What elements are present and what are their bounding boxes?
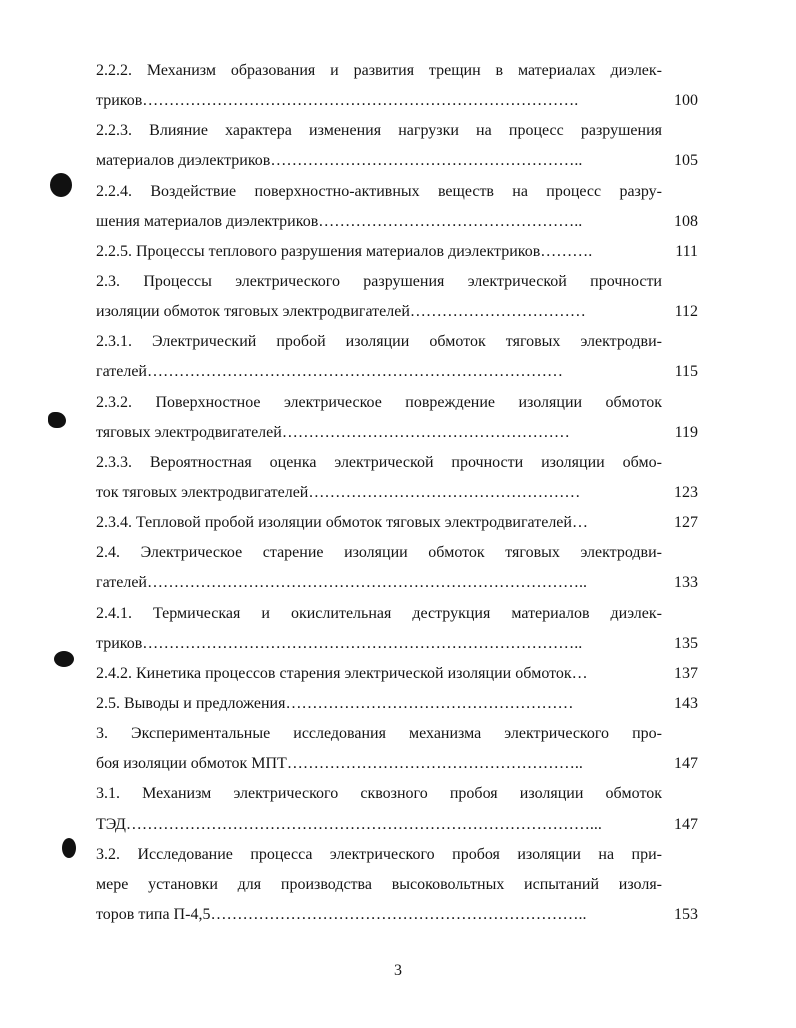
- toc-line: [96, 418, 702, 448]
- toc-line: [96, 779, 702, 809]
- toc-line: [96, 146, 702, 176]
- ink-blot: [54, 651, 74, 667]
- toc-page-number: 127: [674, 514, 698, 532]
- toc-line: [96, 297, 702, 327]
- toc-page-number: 137: [674, 664, 698, 682]
- toc-line: [96, 719, 702, 749]
- toc-page-number: 111: [675, 242, 698, 260]
- ink-blot: [62, 838, 76, 858]
- toc-page-number: 143: [674, 694, 698, 712]
- toc-page-number: 133: [674, 574, 698, 592]
- toc-page-number: 123: [674, 483, 698, 501]
- toc-line: [96, 538, 702, 568]
- toc-page-number: 135: [674, 634, 698, 652]
- toc-line: [96, 749, 702, 779]
- toc-page-number: 147: [674, 815, 698, 833]
- toc-entry-text: торов типа П-4,5……………………………………………………………..: [96, 905, 587, 923]
- toc-entry-text: ТЭД……………………………………………………………………………...: [96, 815, 602, 833]
- toc-entry-text: материалов диэлектриков…………………………………………………..: [96, 152, 583, 170]
- toc-line: [96, 689, 702, 719]
- toc-page-number: 119: [674, 423, 698, 441]
- toc-entry-text: гателей………………………………………………………………………..: [96, 574, 587, 592]
- toc-line: [96, 659, 702, 689]
- toc-page-number: 108: [674, 212, 698, 230]
- toc-line: [96, 86, 702, 116]
- toc-entry-text: мере установки для производства высоковольтных испытаний изоля-: [96, 875, 662, 893]
- toc-line: [96, 327, 702, 357]
- toc-line: [96, 177, 702, 207]
- toc-line: [96, 448, 702, 478]
- toc-entry-text: 2.4. Электрическое старение изоляции обмоток тяговых электродви-: [96, 544, 662, 562]
- toc-entry-text: 2.2.3. Влияние характера изменения нагрузки на процесс разрушения: [96, 122, 662, 140]
- toc-line: [96, 599, 702, 629]
- toc-entry-text: 2.2.5. Процессы теплового разрушения материалов диэлектриков……….: [96, 242, 593, 260]
- toc-line: [96, 629, 702, 659]
- toc-line: [96, 870, 702, 900]
- toc-line: [96, 568, 702, 598]
- toc-entry-text: 2.4.1. Термическая и окислительная деструкция материалов диэлек-: [96, 604, 662, 622]
- toc-entry-text: 2.3.2. Поверхностное электрическое повреждение изоляции обмоток: [96, 393, 662, 411]
- toc-entry-text: 2.3.4. Тепловой пробой изоляции обмоток тяговых электродвигателей…: [96, 514, 588, 532]
- toc-line: [96, 478, 702, 508]
- toc-line: [96, 207, 702, 237]
- toc-entry-text: 2.5. Выводы и предложения………………………………………………: [96, 694, 574, 712]
- toc-entry-text: 2.4.2. Кинетика процессов старения электрической изоляции обмоток…: [96, 664, 588, 682]
- toc-entry-text: 2.3. Процессы электрического разрушения электрической прочности: [96, 272, 662, 290]
- toc-page-number: 147: [674, 755, 698, 773]
- toc-entry-text: 2.2.4. Воздействие поверхностно-активных веществ на процесс разру-: [96, 182, 662, 200]
- toc-page-number: 115: [674, 363, 698, 381]
- toc-line: [96, 116, 702, 146]
- toc-page-number: 105: [674, 152, 698, 170]
- toc-line: [96, 388, 702, 418]
- toc-entry-text: боя изоляции обмоток МПТ………………………………………………..: [96, 755, 583, 773]
- toc-entry-text: шения материалов диэлектриков…………………………………………..: [96, 212, 583, 230]
- toc-entry-text: триков………………………………………………………………………..: [96, 634, 583, 652]
- toc-line: [96, 810, 702, 840]
- toc-entry-text: 3.1. Механизм электрического сквозного пробоя изоляции обмоток: [96, 785, 662, 803]
- toc-entry-text: 2.3.3. Вероятностная оценка электрической прочности изоляции обмо-: [96, 453, 662, 471]
- ink-blot: [50, 173, 72, 197]
- toc-entry-text: ток тяговых электродвигателей……………………………………………: [96, 483, 581, 501]
- toc-entry-text: 3. Экспериментальные исследования механизма электрического про-: [96, 725, 662, 743]
- page-number: 3: [394, 962, 402, 979]
- toc-entry-text: изоляции обмоток тяговых электродвигателей……………………………: [96, 303, 586, 321]
- toc-entry-text: 2.2.2. Механизм образования и развития трещин в материалах диэлек-: [96, 62, 662, 79]
- toc-line: [96, 840, 702, 870]
- toc-line: [96, 357, 702, 387]
- toc-entry-text: тяговых электродвигателей………………………………………………: [96, 423, 570, 441]
- toc-line: [96, 508, 702, 538]
- toc-page-number: 112: [674, 303, 698, 321]
- toc-line: [96, 56, 702, 86]
- toc-line: [96, 267, 702, 297]
- toc-page-number: 100: [674, 92, 698, 110]
- toc-entry-text: триков……………………………………………………………………….: [96, 92, 579, 110]
- toc-line: [96, 900, 702, 930]
- toc-entry-text: 3.2. Исследование процесса электрического пробоя изоляции на при-: [96, 845, 662, 863]
- toc-entry-text: гателей……………………………………………………………………: [96, 363, 563, 381]
- ink-blot: [48, 412, 66, 428]
- toc-line: [96, 237, 702, 267]
- table-of-contents: [96, 56, 702, 930]
- toc-page-number: 153: [674, 905, 698, 923]
- toc-entry-text: 2.3.1. Электрический пробой изоляции обмоток тяговых электродви-: [96, 333, 662, 351]
